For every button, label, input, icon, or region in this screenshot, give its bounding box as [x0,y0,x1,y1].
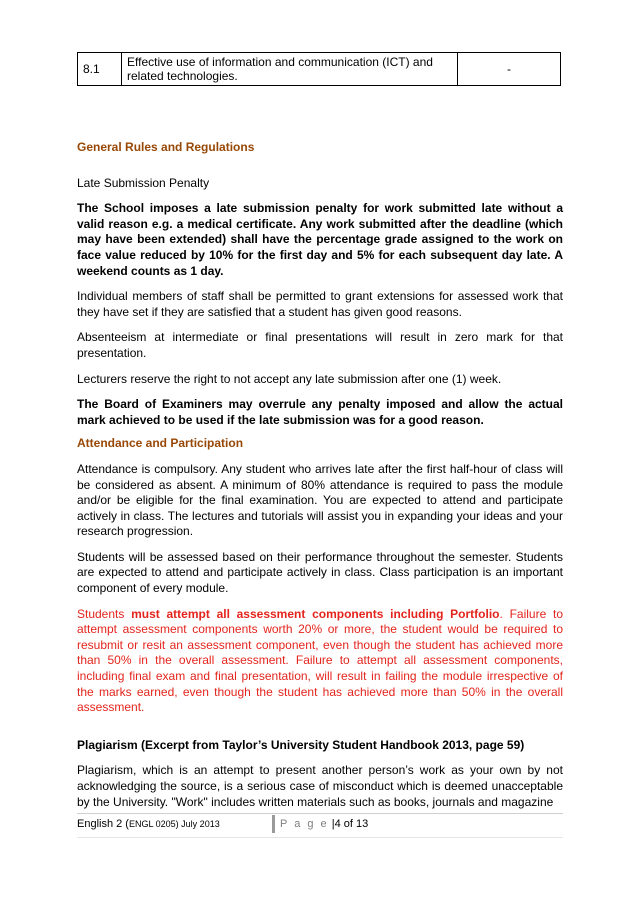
criteria-table [77,52,561,86]
attendance-paragraph: Attendance is compulsory. Any student who arrives late after the first half-hour of class will be considered as absent. A minimum of 80% attendance is required to pass the module and/or be eligible for the final examination. You are expected to attend and participate actively in class. The lectures and tutorials will assist you in expanding your ideas and your research progression. [77,461,563,539]
criterion-description [122,53,458,86]
warning-rest: . Failure to attempt assessment components worth 20% or more, the student would be required to resubmit or resit an assessment component, even though the student has achieved more than 50% in the overall assessment. Failure to attempt all assessment components, including final exam and final presentation, will result in failing the module irrespective of the marks earned, even though the student has achieved more than 50% in the overall assessment. [77,606,563,715]
page-footer [77,813,563,837]
criterion-number: 8.1 [78,53,122,86]
footer-separator [272,815,275,833]
footer-divider [77,813,563,814]
footer-course-code: ENGL 0205) July 2013 [128,819,220,829]
plagiarism-paragraph: Plagiarism, which is an attempt to present another person’s work as your own by not acknowledging the source, is a serious case of misconduct which is deemed unacceptable by the University. "Work" includes written materials such as books, journals and magazine [77,763,563,809]
footer-page-number [280,817,368,831]
criterion-description-line2: related technologies. [127,69,238,83]
late-submission-penalty-text: The School imposes a late submission penalty for work submitted late without a valid reason e.g. a medical certificate. Any work submitted after the deadline (which may have been extended) shall have the percentage grade assigned to the work on face value reduced by 10% for the first day and 5% for each subsequent day late. A weekend counts as 1 day. [77,201,563,278]
footer-bottom-rule [77,837,563,838]
table-row [78,53,561,86]
board-of-examiners-paragraph: The Board of Examiners may overrule any penalty imposed and allow the actual mark achieved to be used if the late submission was for a good reason. [77,397,563,427]
extensions-paragraph: Individual members of staff shall be permitted to grant extensions for assessed work that they have set if they are satisfied that a student has given good reasons. [77,289,563,319]
late-submission-title: Late Submission Penalty [77,175,210,190]
absenteeism-paragraph: Absenteeism at intermediate or final presentations will result in zero mark for that presentation. [77,330,563,360]
footer-course-prefix: English 2 ( [77,818,129,830]
criterion-score: - [458,53,561,86]
footer-course [77,817,220,831]
lecturers-paragraph: Lecturers reserve the right to not accept any late submission after one (1) week. [77,371,502,386]
document-body [77,140,563,810]
footer-page-label: P a g e [280,818,329,830]
footer-page-info: |4 of 13 [331,818,369,830]
warning-emphasis: must attempt all assessment components including Portfolio [131,606,500,621]
criterion-description-line1: Effective use of information and communication (ICT) and [127,55,433,69]
warning-students: Students [77,606,125,621]
assessment-paragraph: Students will be assessed based on their performance throughout the semester. Students are expected to attend and participate actively in class. Class participation is an important component of every module. [77,549,563,596]
assessment-warning-paragraph [77,607,563,716]
heading-plagiarism: Plagiarism (Excerpt from Taylor’s University Student Handbook 2013, page 59) [77,737,525,752]
heading-attendance: Attendance and Participation [77,436,244,451]
heading-general-rules: General Rules and Regulations [77,140,255,154]
